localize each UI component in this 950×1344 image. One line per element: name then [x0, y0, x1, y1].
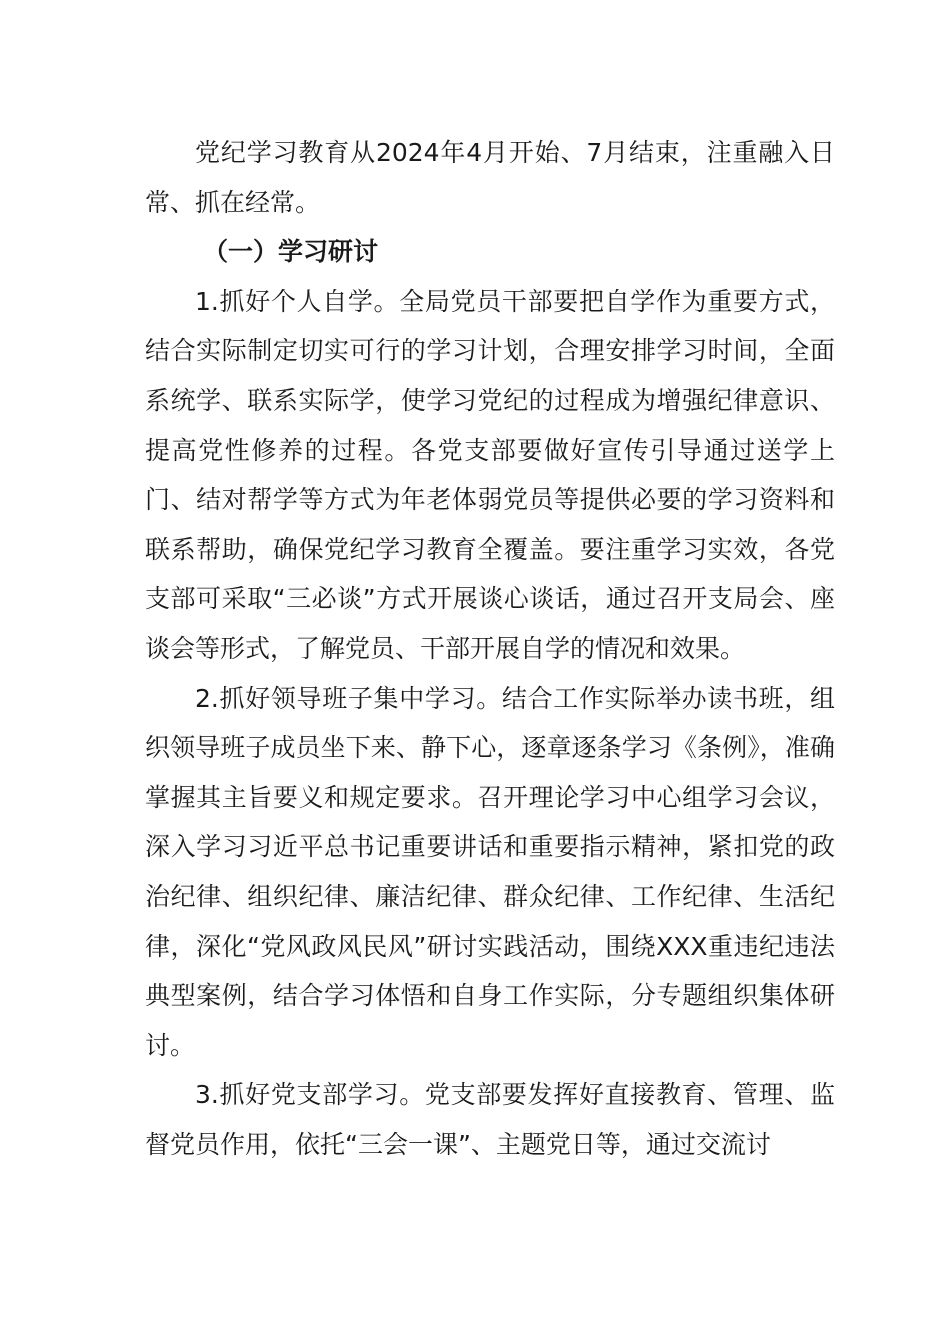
section-heading: （一）学习研讨 [203, 237, 379, 267]
intro-paragraph: 党纪学习教育从2024年4月开始、7月结束，注重融入日常、抓在经常。 [145, 138, 835, 217]
paragraph-leadership-study: 2.抓好领导班子集中学习。结合工作实际举办读书班，组织领导班子成员坐下来、静下心，逐章逐条学习《条例》，准确掌握其主旨要义和规定要求。召开理论学习中心组学习会议，深入学习习近平总书记重要讲话和重要指示精神，紧扣党的政治纪律、组织纪律、廉洁纪律、群众纪律、工作纪律、生活纪律，深化“党风政风民风”研讨实践活动，围绕XXX重违纪违法典型案例，结合学习体悟和自身工作实际，分专题组织集体研讨。 [145, 683, 835, 1060]
document-body [145, 128, 835, 1169]
paragraph-self-study: 1.抓好个人自学。全局党员干部要把自学作为重要方式，结合实际制定切实可行的学习计划，合理安排学习时间，全面系统学、联系实际学，使学习党纪的过程成为增强纪律意识、提高党性修养的过程。各党支部要做好宣传引导通过送学上门、结对帮学等方式为年老体弱党员等提供必要的学习资料和联系帮助，确保党纪学习教育全覆盖。要注重学习实效，各党支部可采取“三必谈”方式开展谈心谈话，通过召开支局会、座谈会等形式，了解党员、干部开展自学的情况和效果。 [145, 286, 835, 663]
paragraph-branch-study: 3.抓好党支部学习。党支部要发挥好直接教育、管理、监督党员作用，依托“三会一课”、主题党日等，通过交流讨 [145, 1080, 835, 1159]
